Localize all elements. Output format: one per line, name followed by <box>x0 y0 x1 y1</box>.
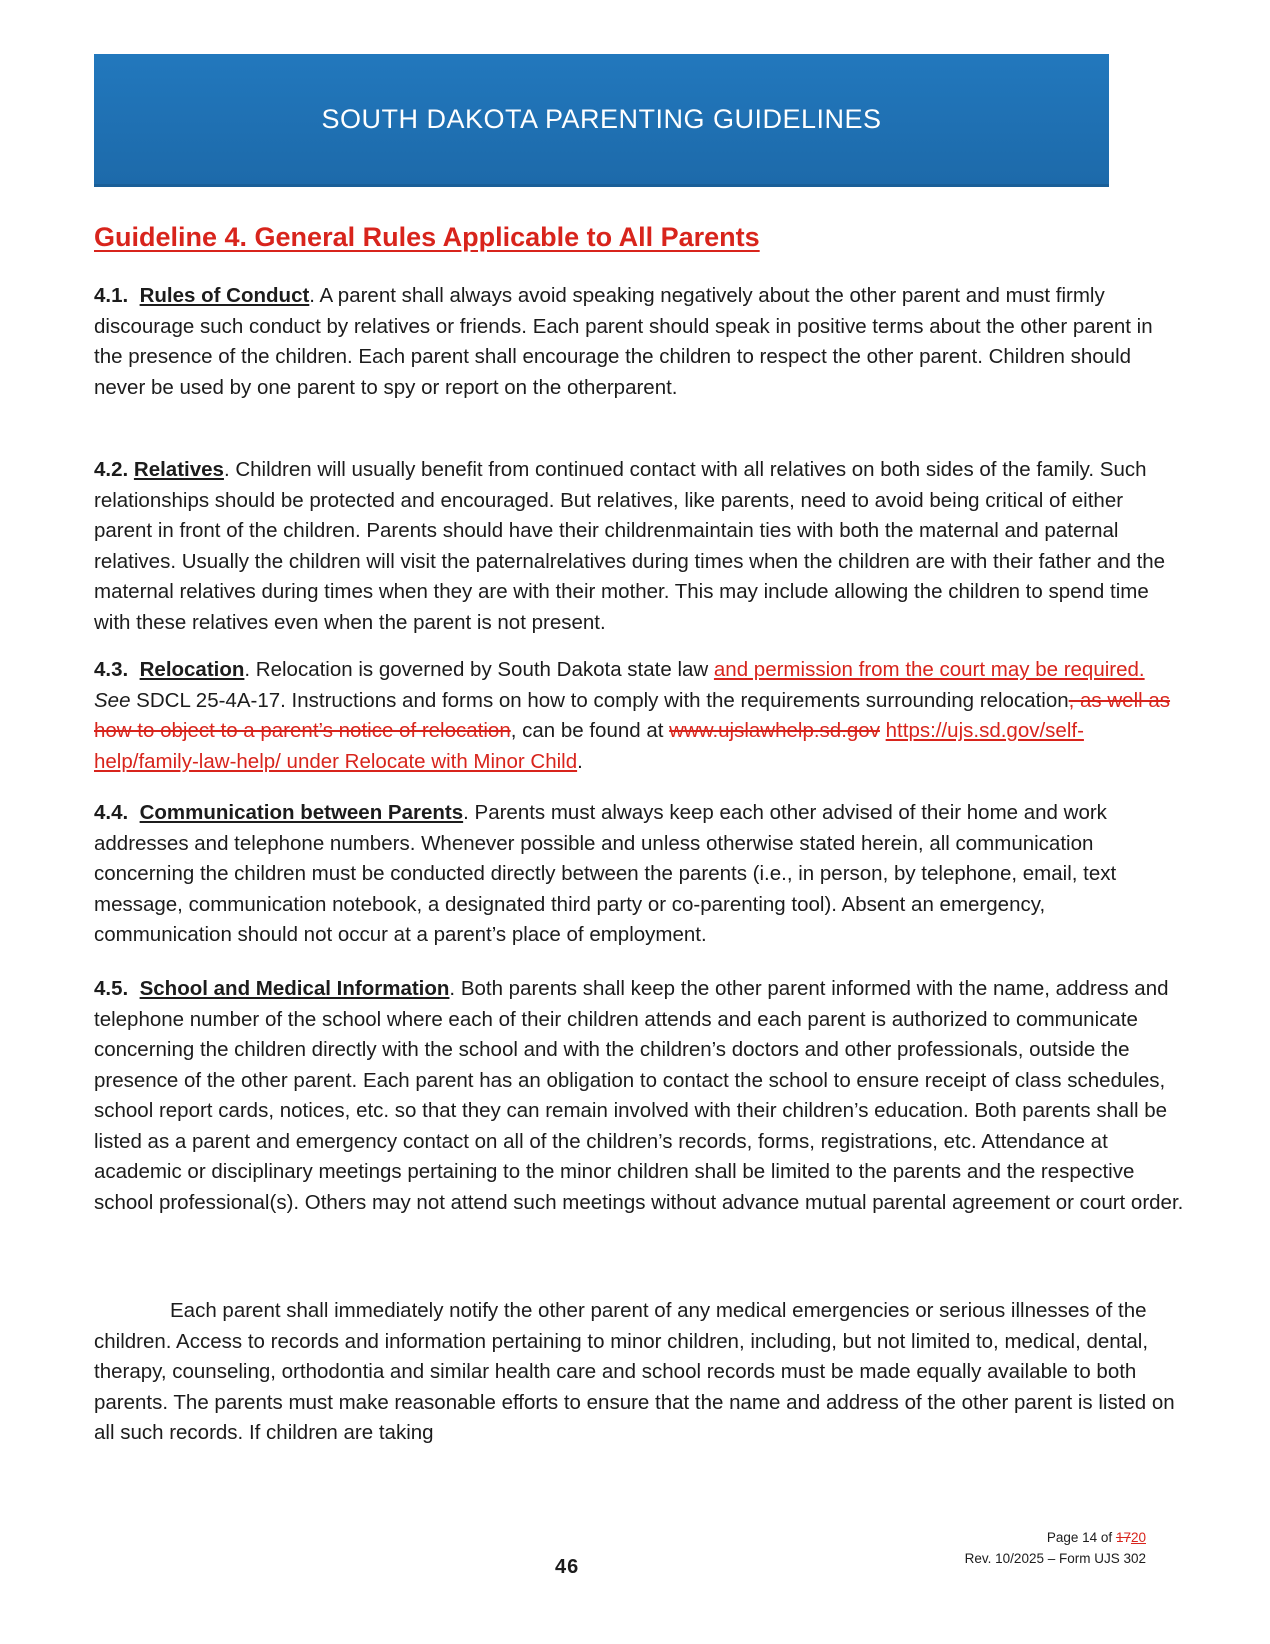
section-title: Relatives <box>133 458 224 481</box>
page-total-inserted: 20 <box>1130 1530 1146 1545</box>
section-number: 4.3. <box>94 658 129 681</box>
section-text: , can be found at <box>510 719 670 742</box>
section-title: School and Medical Information <box>139 977 450 1000</box>
section-4-4 <box>94 798 1184 951</box>
deleted-text: , as well as how to object to a parent’s notice of relocation <box>94 688 1171 742</box>
section-4-5-continued <box>94 1296 1184 1449</box>
relocation-link[interactable]: https://ujs.sd.gov/self-help/family-law-help/ under Relocate with Minor Child <box>94 719 1084 773</box>
section-text: . A parent shall always avoid speaking negatively about the other parent and must firmly discourage such conduct by relatives or friends. Each parent should speak in positive terms about the other parent in the presence of the children. Each parent shall encourage the children to respect the other parent. Children should never be used by one parent to spy or report on the otherparent. <box>94 284 1153 399</box>
section-text: . Relocation is governed by South Dakota state law <box>244 658 714 681</box>
section-text: . Children will usually benefit from continued contact with all relatives on both sides of the family. Such relationships should be protected and encouraged. But relatives, like parents, need to avoid being critical of either parent in front of the children. Parents should have their childrenmaintain ties with both the maternal and paternal relatives. Usually the children will visit the paternalrelatives during times when the children are with their father and the maternal relatives during times when they are with their mother. This may include allowing the children to spend time with these relatives even when the parent is not present. <box>94 458 1166 634</box>
page-indicator <box>965 1527 1146 1548</box>
section-4-1 <box>94 281 1184 403</box>
section-number: 4.1. <box>94 284 129 307</box>
section-text: Each parent shall immediately notify the other parent of any medical emergencies or serious illnesses of the children. Access to records and information pertaining to minor children, including, but not limited to, medical, dental, therapy, counseling, orthodontia and similar health care and school records must be made equally available to both parents. The parents must make reasonable efforts to ensure that the name and address of the other parent is listed on all such records. If children are taking <box>94 1299 1175 1444</box>
page-total-deleted: 17 <box>1115 1530 1131 1545</box>
page-prefix: Page 14 of <box>1046 1530 1116 1545</box>
footer <box>965 1527 1146 1569</box>
deleted-link: www.ujslawhelp.sd.gov <box>669 719 880 742</box>
section-title: Relocation <box>139 658 245 681</box>
section-title: Rules of Conduct <box>139 284 310 307</box>
section-number: 4.5. <box>94 977 129 1000</box>
revision-label: Rev. 10/2025 – Form UJS 302 <box>964 1551 1146 1566</box>
inserted-period: . <box>1138 658 1145 681</box>
section-text: SDCL 25-4A-17. Instructions and forms on how to comply with the requirements surrounding relocation <box>130 688 1069 712</box>
section-number: 4.4. <box>94 801 129 824</box>
inserted-text: and permission from the court may be required <box>713 658 1139 681</box>
section-text: . Both parents shall keep the other parent informed with the name, address and telephone number of the school where each of their children attends and each parent is authorized to communicate concerning the children directly with the school and with the children’s doctors and other professionals, outside the presence of the other parent. Each parent has an obligation to contact the school to ensure receipt of class schedules, school report cards, notices, etc. so that they can remain involved with their children’s education. Both parents shall be listed as a parent and emergency contact on all of the children’s records, forms, registrations, etc. Attendance at academic or disciplinary meetings pertaining to the minor children shall be limited to the parents and the respective school professional(s). Others may not attend such meetings without advance mutual parental agreement or court order. <box>94 977 1184 1214</box>
banner-title: SOUTH DAKOTA PARENTING GUIDELINES <box>321 103 882 134</box>
guideline-heading: Guideline 4. General Rules Applicable to All Parents <box>94 222 760 252</box>
see-citation: See <box>94 688 131 712</box>
header-banner <box>94 54 1109 187</box>
section-4-5 <box>94 974 1184 1218</box>
section-number: 4.2. <box>94 458 129 481</box>
center-page-number: 46 <box>555 1556 580 1578</box>
section-4-3 <box>94 655 1184 777</box>
section-4-2 <box>94 455 1184 638</box>
section-title: Communication between Parents <box>139 801 464 824</box>
section-text: . <box>577 749 583 773</box>
section-text: . Parents must always keep each other advised of their home and work addresses and telephone numbers. Whenever possible and unless otherwise stated herein, all communication concerning the children must be conducted directly between the parents (i.e., in person, by telephone, email, text message, communication notebook, a designated third party or co-parenting tool). Absent an emergency, communication should not occur at a parent’s place of employment. <box>94 801 1117 946</box>
